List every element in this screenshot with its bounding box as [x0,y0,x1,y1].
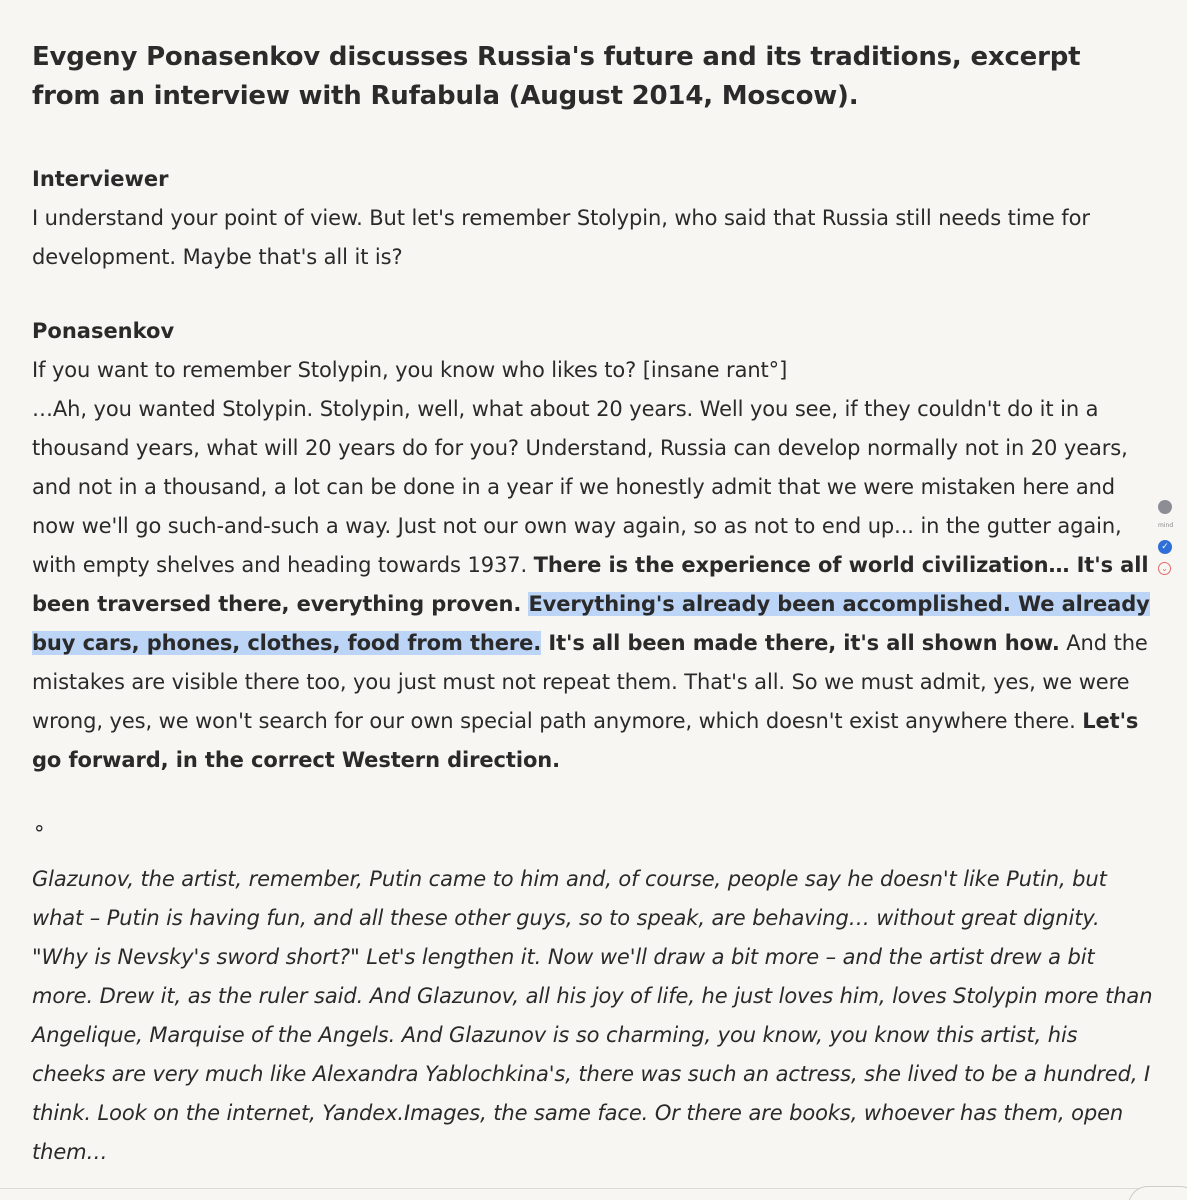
avatar-icon[interactable] [1158,500,1172,514]
footnote-text[interactable]: Glazunov, the artist, remember, Putin came to him and, of course, people say he doesn't like Putin, but what – Putin is having fun, and all these other guys, so to speak, are behaving… without great dignity. "Why is Nevsky's sword short?" Let's lengthen it. Now we'll draw a bit more – and the artist drew a bit more. Drew it, as the ruler said. And Glazunov, all his joy of life, he just loves him, loves Stolypin more than Angelique, Marquise of the Angels. And Glazunov is so charming, you know, you know this artist, his cheeks are very much like Alexandra Yablochkina's, there was such an actress, she lived to be a hundred, I think. Look on the internet, Yandex.Images, the same face. Or there are books, whoever has them, open them… [32,867,1153,1164]
ponasenkov-line-1: If you want to remember Stolypin, you know who likes to? [insane rant°] [32,358,788,382]
interviewer-text[interactable]: I understand your point of view. But let's remember Stolypin, who said that Russia still needs time for development. Maybe that's all it is? [32,206,1090,269]
ponasenkov-bold-2: It's all been made there, it's all shown how. [541,631,1060,655]
selected-text-highlight[interactable]: Everything's already been accomplished. We already buy cars, phones, clothes, food from there. [32,592,1150,655]
article-title: Evgeny Ponasenkov discusses Russia's future and its traditions, excerpt from an interview with Rufabula (August 2014, Moscow). [32,42,1081,111]
pocket-icon[interactable]: ⌄ [1158,562,1171,575]
ponasenkov-text[interactable] [32,351,1154,780]
ponasenkov-bold-1: There is the experience of world civilization… It's all been traversed there, everything proven. [32,553,1149,616]
footnote-marker: ° [34,822,45,846]
bottom-divider [0,1188,1187,1200]
article [32,38,1154,1172]
side-toolbar [1158,500,1174,583]
ponasenkov-part-2: And the mistakes are visible there too, you just must not repeat them. That's all. So we must admit, yes, we were wrong, yes, we won't search for our own special path anymore, which doesn't exist anywhere there. [32,631,1148,733]
speaker-interviewer: Interviewer [32,167,169,191]
translate-icon[interactable]: ✓ [1158,540,1172,554]
ponasenkov-part-1: …Ah, you wanted Stolypin. Stolypin, well, what about 20 years. Well you see, if they couldn't do it in a thousand years, what will 20 years do for you? Understand, Russia can develop normally not in 20 years, and not in a thousand, a lot can be done in a year if we honestly admit that we were mistaken here and now we'll go such-and-such a way. Just not our own way again, so as not to end up... in the gutter again, with empty shelves and heading towards 1937. [32,397,1128,577]
speaker-ponasenkov: Ponasenkov [32,319,175,343]
ponasenkov-bold-3: Let's go forward, in the correct Western direction. [32,709,1139,772]
scroll-button[interactable] [1128,1186,1187,1200]
side-toolbar-label: mind [1158,522,1174,529]
